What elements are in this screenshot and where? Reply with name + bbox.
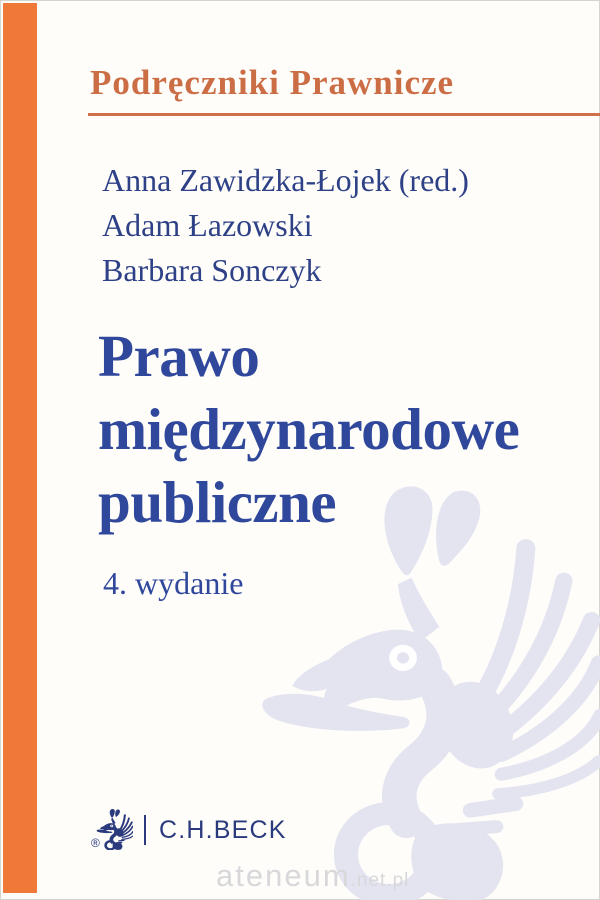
authors-block	[102, 158, 469, 293]
beck-griffin-glyph	[96, 808, 133, 850]
logo-divider	[144, 815, 146, 845]
book-title-line: Prawo	[98, 323, 260, 389]
author-line: Barbara Sonczyk	[102, 252, 322, 288]
left-accent-bar	[3, 3, 37, 893]
series-rule	[88, 113, 600, 116]
book-title-line: międzynarodowe	[98, 396, 520, 462]
publisher-name: C.H.BECK	[159, 815, 287, 844]
griffin-watermark-icon	[256, 476, 600, 900]
store-watermark	[216, 858, 409, 894]
series-title: Podręczniki Prawnicze	[90, 63, 455, 102]
publisher-logo	[91, 806, 287, 852]
book-title-line: publiczne	[98, 469, 337, 535]
author-line: Adam Łazowski	[102, 207, 313, 243]
edition-label: 4. wydanie	[103, 565, 244, 601]
store-domain-suffix: .net.pl	[350, 870, 410, 891]
author-line: Anna Zawidzka-Łojek (red.)	[102, 162, 469, 198]
beck-griffin-icon	[91, 808, 133, 850]
store-name: ateneum	[216, 858, 351, 893]
registered-trademark: ®	[91, 836, 100, 850]
book-title	[98, 320, 519, 539]
